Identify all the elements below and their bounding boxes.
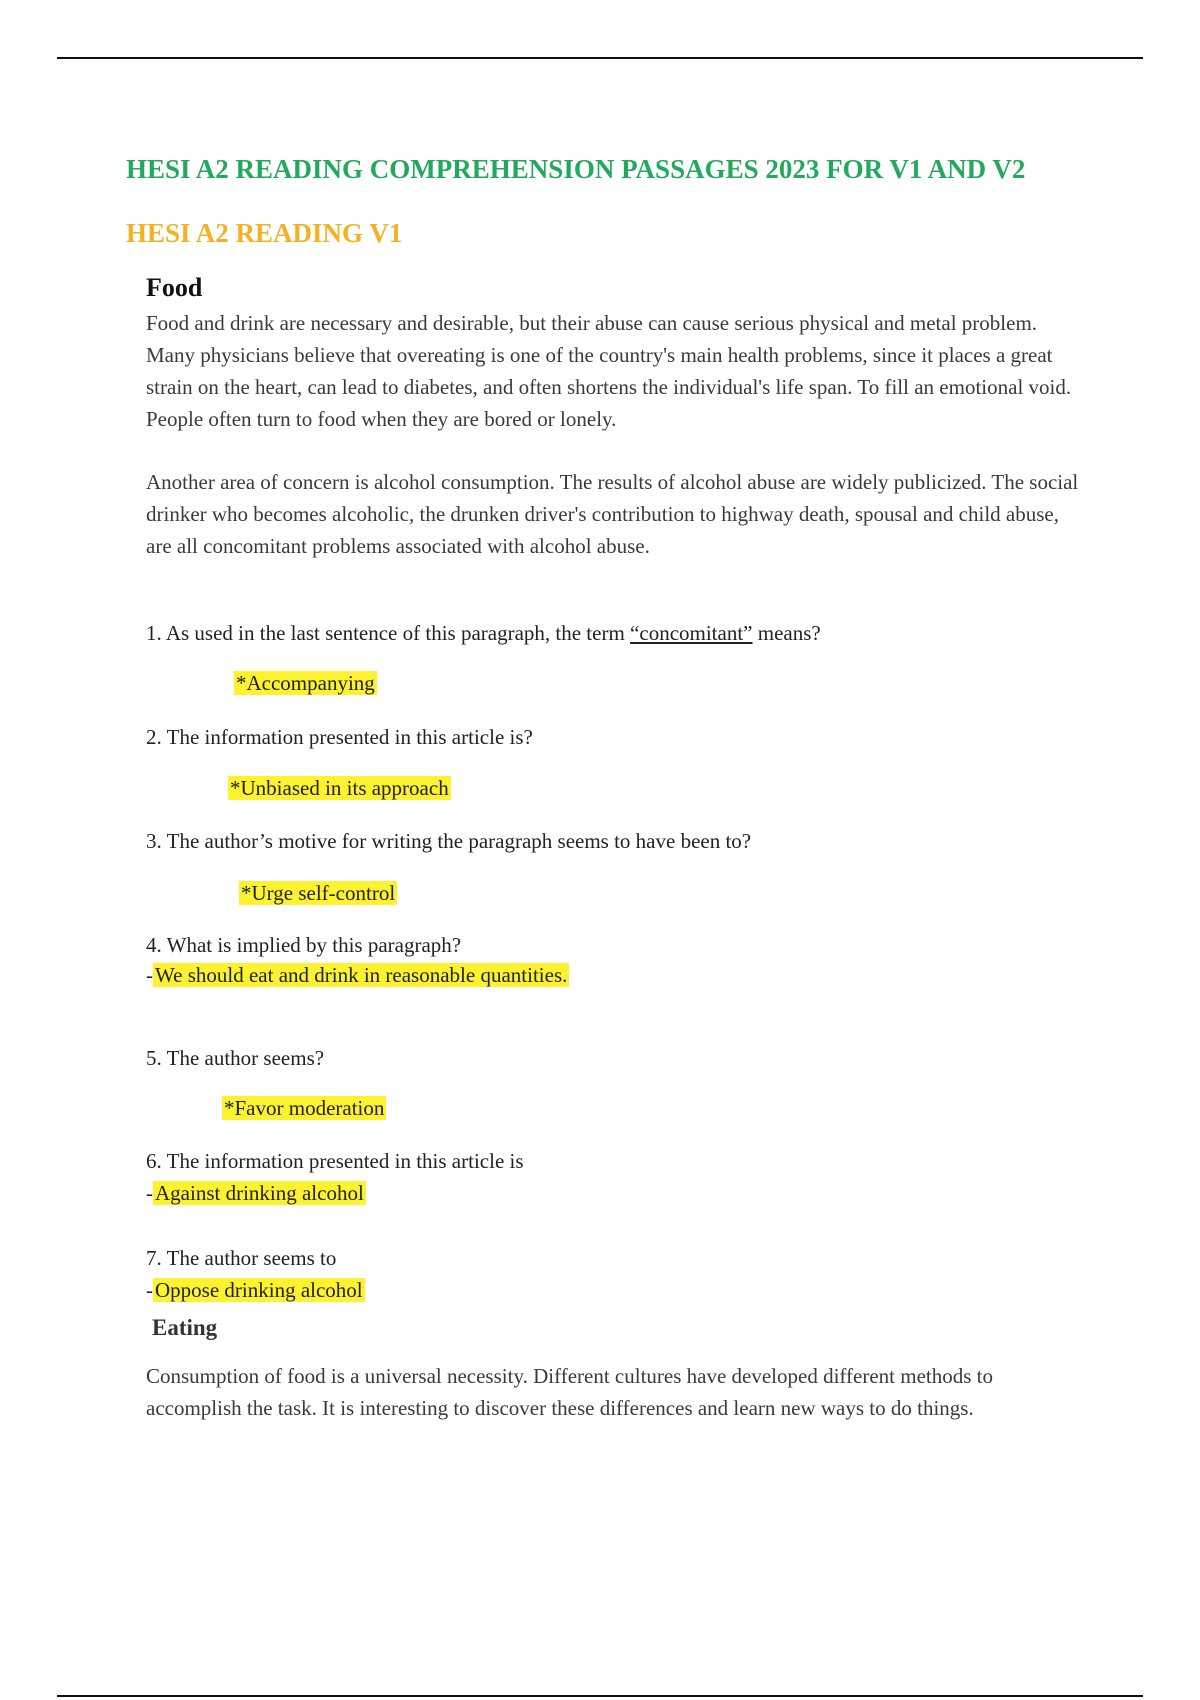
answer-1 bbox=[234, 668, 377, 698]
answer-4 bbox=[146, 960, 569, 990]
question-3: 3. The author’s motive for writing the paragraph seems to have been to? bbox=[146, 829, 752, 853]
answer-5 bbox=[222, 1093, 386, 1123]
answer-6-marker: - bbox=[146, 1181, 153, 1205]
bottom-rule bbox=[57, 1695, 1143, 1697]
top-rule bbox=[57, 57, 1143, 59]
question-6: 6. The information presented in this article is bbox=[146, 1149, 524, 1173]
answer-2 bbox=[228, 773, 451, 803]
question-4: 4. What is implied by this paragraph? bbox=[146, 933, 462, 957]
answer-3 bbox=[239, 878, 397, 908]
answer-7-marker: - bbox=[146, 1278, 153, 1302]
eating-paragraph-1: Consumption of food is a universal necessity. Different cultures have developed different methods to accomplish the task. It is interesting to discover these differences and learn new ways to do things. bbox=[146, 1364, 993, 1420]
food-paragraph-2: Another area of concern is alcohol consumption. The results of alcohol abuse are widely publicized. The social drinker who becomes alcoholic, the drunken driver's contribution to highway death, spousal and child abuse, are all concomitant problems associated with alcohol abuse. bbox=[146, 470, 1079, 558]
question-1-term: “concomitant” bbox=[630, 621, 753, 645]
answer-7-text: Oppose drinking alcohol bbox=[155, 1278, 363, 1302]
answer-6-text: Against drinking alcohol bbox=[155, 1181, 364, 1205]
answer-4-text: We should eat and drink in reasonable quantities. bbox=[155, 963, 568, 987]
answer-4-marker: - bbox=[146, 963, 153, 987]
section-heading-eating: Eating bbox=[152, 1315, 218, 1340]
question-5: 5. The author seems? bbox=[146, 1046, 325, 1070]
answer-5-text: *Favor moderation bbox=[224, 1096, 385, 1120]
question-1-suffix: means? bbox=[752, 621, 821, 645]
answer-3-text: *Urge self-control bbox=[241, 881, 396, 905]
question-7: 7. The author seems to bbox=[146, 1246, 337, 1270]
answer-2-text: *Unbiased in its approach bbox=[230, 776, 449, 800]
section-heading-food: Food bbox=[146, 273, 203, 302]
food-paragraph-1: Food and drink are necessary and desirable, but their abuse can cause serious physical and metal problem. Many physicians believe that overeating is one of the country's main health problems, since it places a great strain on the heart, can lead to diabetes, and often shortens the individual's life span. To fill an emotional void. People often turn to food when they are bored or lonely. bbox=[146, 311, 1072, 431]
answer-7 bbox=[146, 1275, 365, 1305]
document-subtitle: HESI A2 READING V1 bbox=[126, 218, 403, 248]
question-1 bbox=[146, 618, 821, 648]
answer-1-text: *Accompanying bbox=[236, 671, 375, 695]
answer-6 bbox=[146, 1178, 366, 1208]
question-1-prefix: 1. As used in the last sentence of this paragraph, the term bbox=[146, 621, 631, 645]
document-title: HESI A2 READING COMPREHENSION PASSAGES 2023 FOR V1 AND V2 bbox=[126, 154, 1026, 184]
question-2: 2. The information presented in this article is? bbox=[146, 725, 533, 749]
